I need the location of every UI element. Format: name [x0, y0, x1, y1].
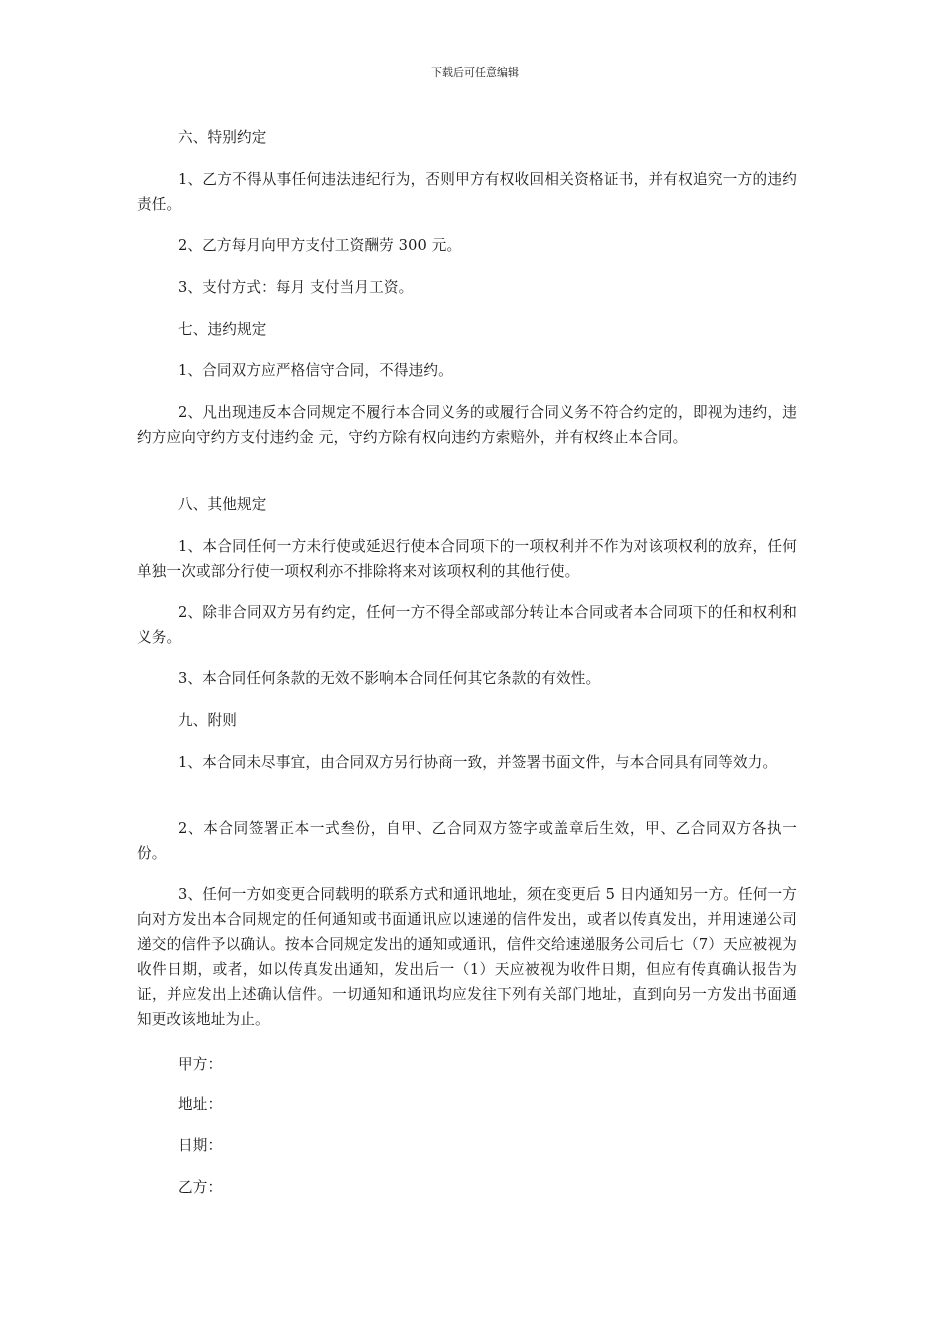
signature-party-a-label: 甲方： — [178, 1056, 223, 1073]
section-heading-breach: 七、违约规定 — [178, 321, 267, 338]
page-header: 下载后可任意编辑 — [431, 66, 519, 79]
section-heading-other-provisions: 八、其他规定 — [178, 496, 267, 513]
clause-paragraph: 1、合同双方应严格信守合同，不得违约。 — [178, 362, 453, 379]
clause-paragraph: 2、乙方每月向甲方支付工资酬劳 300 元。 — [178, 237, 462, 254]
clause-paragraph: 3、支付方式：每月 支付当月工资。 — [178, 279, 414, 296]
section-heading-supplementary: 九、附则 — [178, 712, 237, 729]
clause-paragraph: 1、本合同任何一方未行使或延迟行使本合同项下的一项权利并不作为对该项权利的放弃，任何单独一次或部分行使一项权利亦不排除将来对该项权利的其他行使。 — [137, 538, 797, 580]
clause-paragraph: 1、乙方不得从事任何违法违纪行为，否则甲方有权收回相关资格证书，并有权追究一方的违约责任。 — [137, 171, 797, 213]
clause-paragraph: 1、本合同未尽事宜，由合同双方另行协商一致，并签署书面文件，与本合同具有同等效力。 — [178, 754, 778, 771]
clause-paragraph: 2、凡出现违反本合同规定不履行本合同义务的或履行合同义务不符合约定的，即视为违约，违约方应向守约方支付违约金 元，守约方除有权向违约方索赔外，并有权终止本合同。 — [137, 404, 797, 446]
signature-date-label: 日期： — [178, 1137, 223, 1154]
clause-paragraph: 2、本合同签署正本一式叁份，自甲、乙合同双方签字或盖章后生效，甲、乙合同双方各执一份。 — [137, 820, 797, 862]
signature-address-label: 地址： — [178, 1096, 223, 1113]
clause-paragraph: 2、除非合同双方另有约定，任何一方不得全部或部分转让本合同或者本合同项下的任和权利和义务。 — [137, 604, 797, 646]
section-heading-special-agreement: 六、特别约定 — [178, 129, 267, 146]
clause-paragraph: 3、任何一方如变更合同载明的联系方式和通讯地址，须在变更后 5 日内通知另一方。任何一方向对方发出本合同规定的任何通知或书面通讯应以速递的信件发出，或者以传真发出，并用速递公司递交的信件予以确认。按本合同规定发出的通知或通讯，信件交给速递服务公司后七（7）天应被视为收件日期，或者，如以传真发出通知，发出后一（1）天应被视为收件日期，但应有传真确认报告为证，并应发出上述确认信件。一切通知和通讯均应发往下列有关部门地址，直到向另一方发出书面通知更改该地址为止。 — [137, 886, 797, 1028]
signature-party-b-label: 乙方： — [178, 1179, 223, 1196]
clause-paragraph: 3、本合同任何条款的无效不影响本合同任何其它条款的有效性。 — [178, 670, 601, 687]
